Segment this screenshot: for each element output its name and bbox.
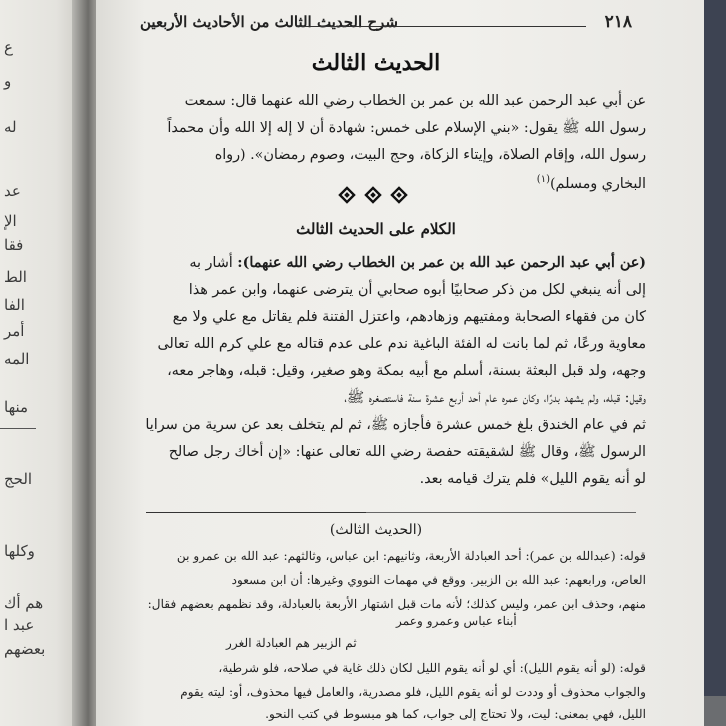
left-page-line: عبد ا bbox=[4, 616, 35, 634]
header-rule bbox=[296, 26, 586, 27]
hadith-title: الحديث الثالث bbox=[311, 50, 441, 76]
commentary-line: معاوية ورعًا، ثم لما بانت له الفئة الباغية ندم على عدم قتاله مع علي كرم الله تعالى bbox=[157, 336, 646, 352]
footnote-title: (الحديث الثالث) bbox=[329, 522, 423, 538]
book-page bbox=[96, 0, 704, 726]
commentary-line: الرسول ﷺ، وقال ﷺ لشقيقته حفصة رضي الله تعالى عنها: «إن أخاك رجل صالح bbox=[168, 444, 646, 460]
left-page-line: و bbox=[4, 72, 12, 90]
left-page-line: الط bbox=[4, 268, 27, 286]
commentary-line: وقيل: قبله، ولم يشهد بدرًا، وكان عمره عام أحد أربع عشرة سنة فاستصغره ﷺ، bbox=[344, 390, 646, 406]
footnote-rule-thin bbox=[366, 512, 636, 513]
commentary-lead-tail: أشار به bbox=[189, 255, 233, 271]
diamond-ornament-icon bbox=[336, 186, 416, 206]
left-page-line: ع bbox=[4, 38, 13, 56]
commentary-lead: (عن أبي عبد الرحمن عبد الله بن عمر بن الخطاب رضي الله عنهما): bbox=[237, 255, 646, 271]
footnote-line: قوله: (عبدالله بن عمر): أحد العبادلة الأربعة، وثانيهم: ابن عباس، وثالثهم: عبد الله بن عمرو بن bbox=[176, 549, 646, 563]
footnote-line: والجواب محذوف أو وددت لو أنه يقوم الليل، فلو مصدرية، والعامل فيها محذوف، أو: ليته يقوم bbox=[180, 685, 646, 699]
commentary-line: وجهه، ولد قبل البعثة بسنة، أسلم مع أبيه بمكة وهو صغير، وقيل: قبله، وهاجر معه، bbox=[167, 363, 646, 379]
left-page-edge bbox=[0, 0, 80, 726]
commentary-title: الكلام على الحديث الثالث bbox=[296, 220, 456, 238]
commentary-line: إلى أنه ينبغي لكل من ذكر صحابيًا أبوه صحابي أن يترضى عنهما، وابن عمر هذا bbox=[188, 282, 646, 298]
left-page-line: وكلها bbox=[4, 542, 35, 560]
left-page-line: فقا bbox=[4, 236, 24, 254]
left-page-line: له bbox=[4, 118, 17, 136]
left-page-line: هم أك bbox=[4, 594, 44, 612]
commentary-lead-line bbox=[136, 250, 646, 277]
footnote-ref: (١) bbox=[536, 174, 550, 185]
left-page-rule bbox=[0, 428, 36, 429]
footnote-line: قوله: (لو أنه يقوم الليل): أي لو أنه يقوم الليل لكان ذلك غاية في صلاحه، فلو شرطية، bbox=[218, 661, 646, 675]
left-page-line: منها bbox=[4, 398, 29, 416]
left-page-line: عد bbox=[4, 182, 21, 200]
commentary-line: كان من فقهاء الصحابة ومفتيهم وزهادهم، واعتزل الفتنة فلم يقاتل مع علي ولا مع bbox=[172, 309, 646, 325]
page-number: ٢١٨ bbox=[604, 12, 632, 32]
commentary-line: ثم في عام الخندق بلغ خمس عشرة فأجازه ﷺ، ثم لم يتخلف بعد عن سرية من سرايا bbox=[145, 417, 646, 433]
left-page-line: أمر bbox=[4, 322, 25, 340]
left-page-line: بعضهم bbox=[4, 640, 46, 658]
footnote-rule bbox=[146, 512, 366, 513]
footnote-line: العاص، ورابعهم: عبد الله بن الزبير. ووقع في مهمات النووي وغيرها: أن ابن مسعود bbox=[231, 573, 646, 587]
commentary-line: لو أنه يقوم الليل» فلم يترك قيامه بعد. bbox=[419, 471, 646, 487]
running-title: شرح الحديث الثالث من الأحاديث الأربعين bbox=[140, 13, 398, 31]
poem-hemistich-right: أبناء عباس وعمرو وعمر bbox=[396, 614, 517, 628]
poem-hemistich-left: ثم الزبير هم العبادلة الغرر bbox=[226, 636, 357, 650]
left-page-line: الفا bbox=[4, 296, 25, 314]
running-header bbox=[126, 12, 646, 34]
left-page-line: الحج bbox=[4, 470, 33, 488]
hadith-line: رسول الله ﷺ يقول: «بني الإسلام على خمس: شهادة أن لا إله إلا الله وأن محمداً bbox=[167, 120, 646, 136]
hadith-line: رسول الله، وإقام الصلاة، وإيتاء الزكاة، وحج البيت، وصوم رمضان». (رواه bbox=[214, 147, 646, 163]
footnote-line: الليل، فهي بمعنى: ليت، ولا تحتاج إلى جواب، كما هو مبسوط في كتب النحو. bbox=[265, 707, 646, 721]
left-page-line: المه bbox=[4, 350, 30, 368]
hadith-line: عن أبي عبد الرحمن عبد الله بن عمر بن الخطاب رضي الله عنهما قال: سمعت bbox=[184, 93, 646, 109]
hadith-line: البخاري ومسلم) bbox=[549, 175, 646, 192]
footnote-line: منهم، وحذف ابن عمر، وليس كذلك؛ لأنه مات قبل اشتهار الأربعة بالعبادلة، وقد نظمهم بعضهم فقال: bbox=[147, 597, 646, 611]
left-page-line: الإ bbox=[4, 212, 17, 230]
ornament-divider bbox=[336, 186, 416, 206]
